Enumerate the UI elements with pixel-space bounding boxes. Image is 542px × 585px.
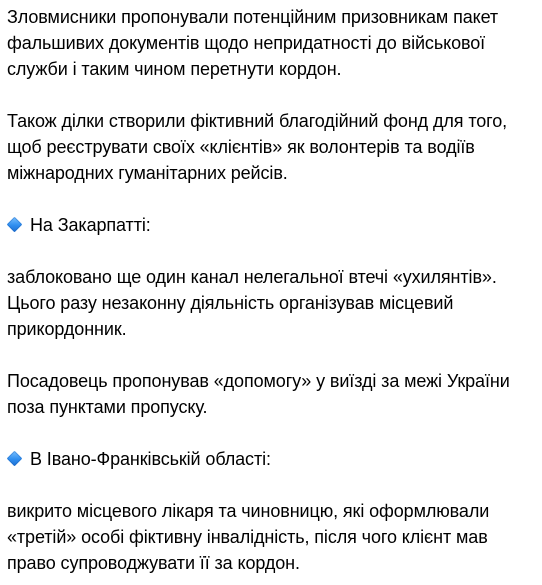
paragraph-fake-documents xyxy=(7,4,537,82)
paragraph-charity-fund xyxy=(7,108,537,186)
text-line: «третій» особі фіктивну інвалідність, після чого клієнт мав xyxy=(7,527,488,547)
section-heading-text: В Івано-Франківській області: xyxy=(30,449,271,469)
text-line: право супроводжувати її за кордон. xyxy=(7,553,300,573)
text-line: поза пунктами пропуску. xyxy=(7,397,208,417)
small-blue-diamond-icon xyxy=(7,446,25,472)
section-heading-ivano-frankivsk xyxy=(7,446,537,472)
text-line: міжнародних гуманітарних рейсів. xyxy=(7,163,288,183)
paragraph-zakarpattia-official xyxy=(7,368,537,420)
text-line: викрито місцевого лікаря та чиновницю, які оформлювали xyxy=(7,501,490,521)
section-heading-zakarpattia xyxy=(7,212,537,238)
text-line: Зловмисники пропонували потенційним призовникам пакет xyxy=(7,7,499,27)
message-body xyxy=(7,4,537,576)
text-line: прикордонник. xyxy=(7,319,127,339)
text-line: Також ділки створили фіктивний благодійний фонд для того, xyxy=(7,111,508,131)
paragraph-zakarpattia-channel xyxy=(7,264,537,342)
text-line: фальшивих документів щодо непридатності до військової xyxy=(7,33,486,53)
text-line: заблоковано ще один канал нелегальної втечі «ухилянтів». xyxy=(7,267,497,287)
text-line: щоб реєструвати своїх «клієнтів» як волонтерів та водіїв xyxy=(7,137,475,157)
text-line: служби і таким чином перетнути кордон. xyxy=(7,59,342,79)
text-line: Посадовець пропонував «допомогу» у виїзді за межі України xyxy=(7,371,510,391)
paragraph-ivano-frankivsk-doctor xyxy=(7,498,537,576)
text-line: Цього разу незаконну діяльність організував місцевий xyxy=(7,293,454,313)
section-heading-text: На Закарпатті: xyxy=(30,215,151,235)
small-blue-diamond-icon xyxy=(7,212,25,238)
